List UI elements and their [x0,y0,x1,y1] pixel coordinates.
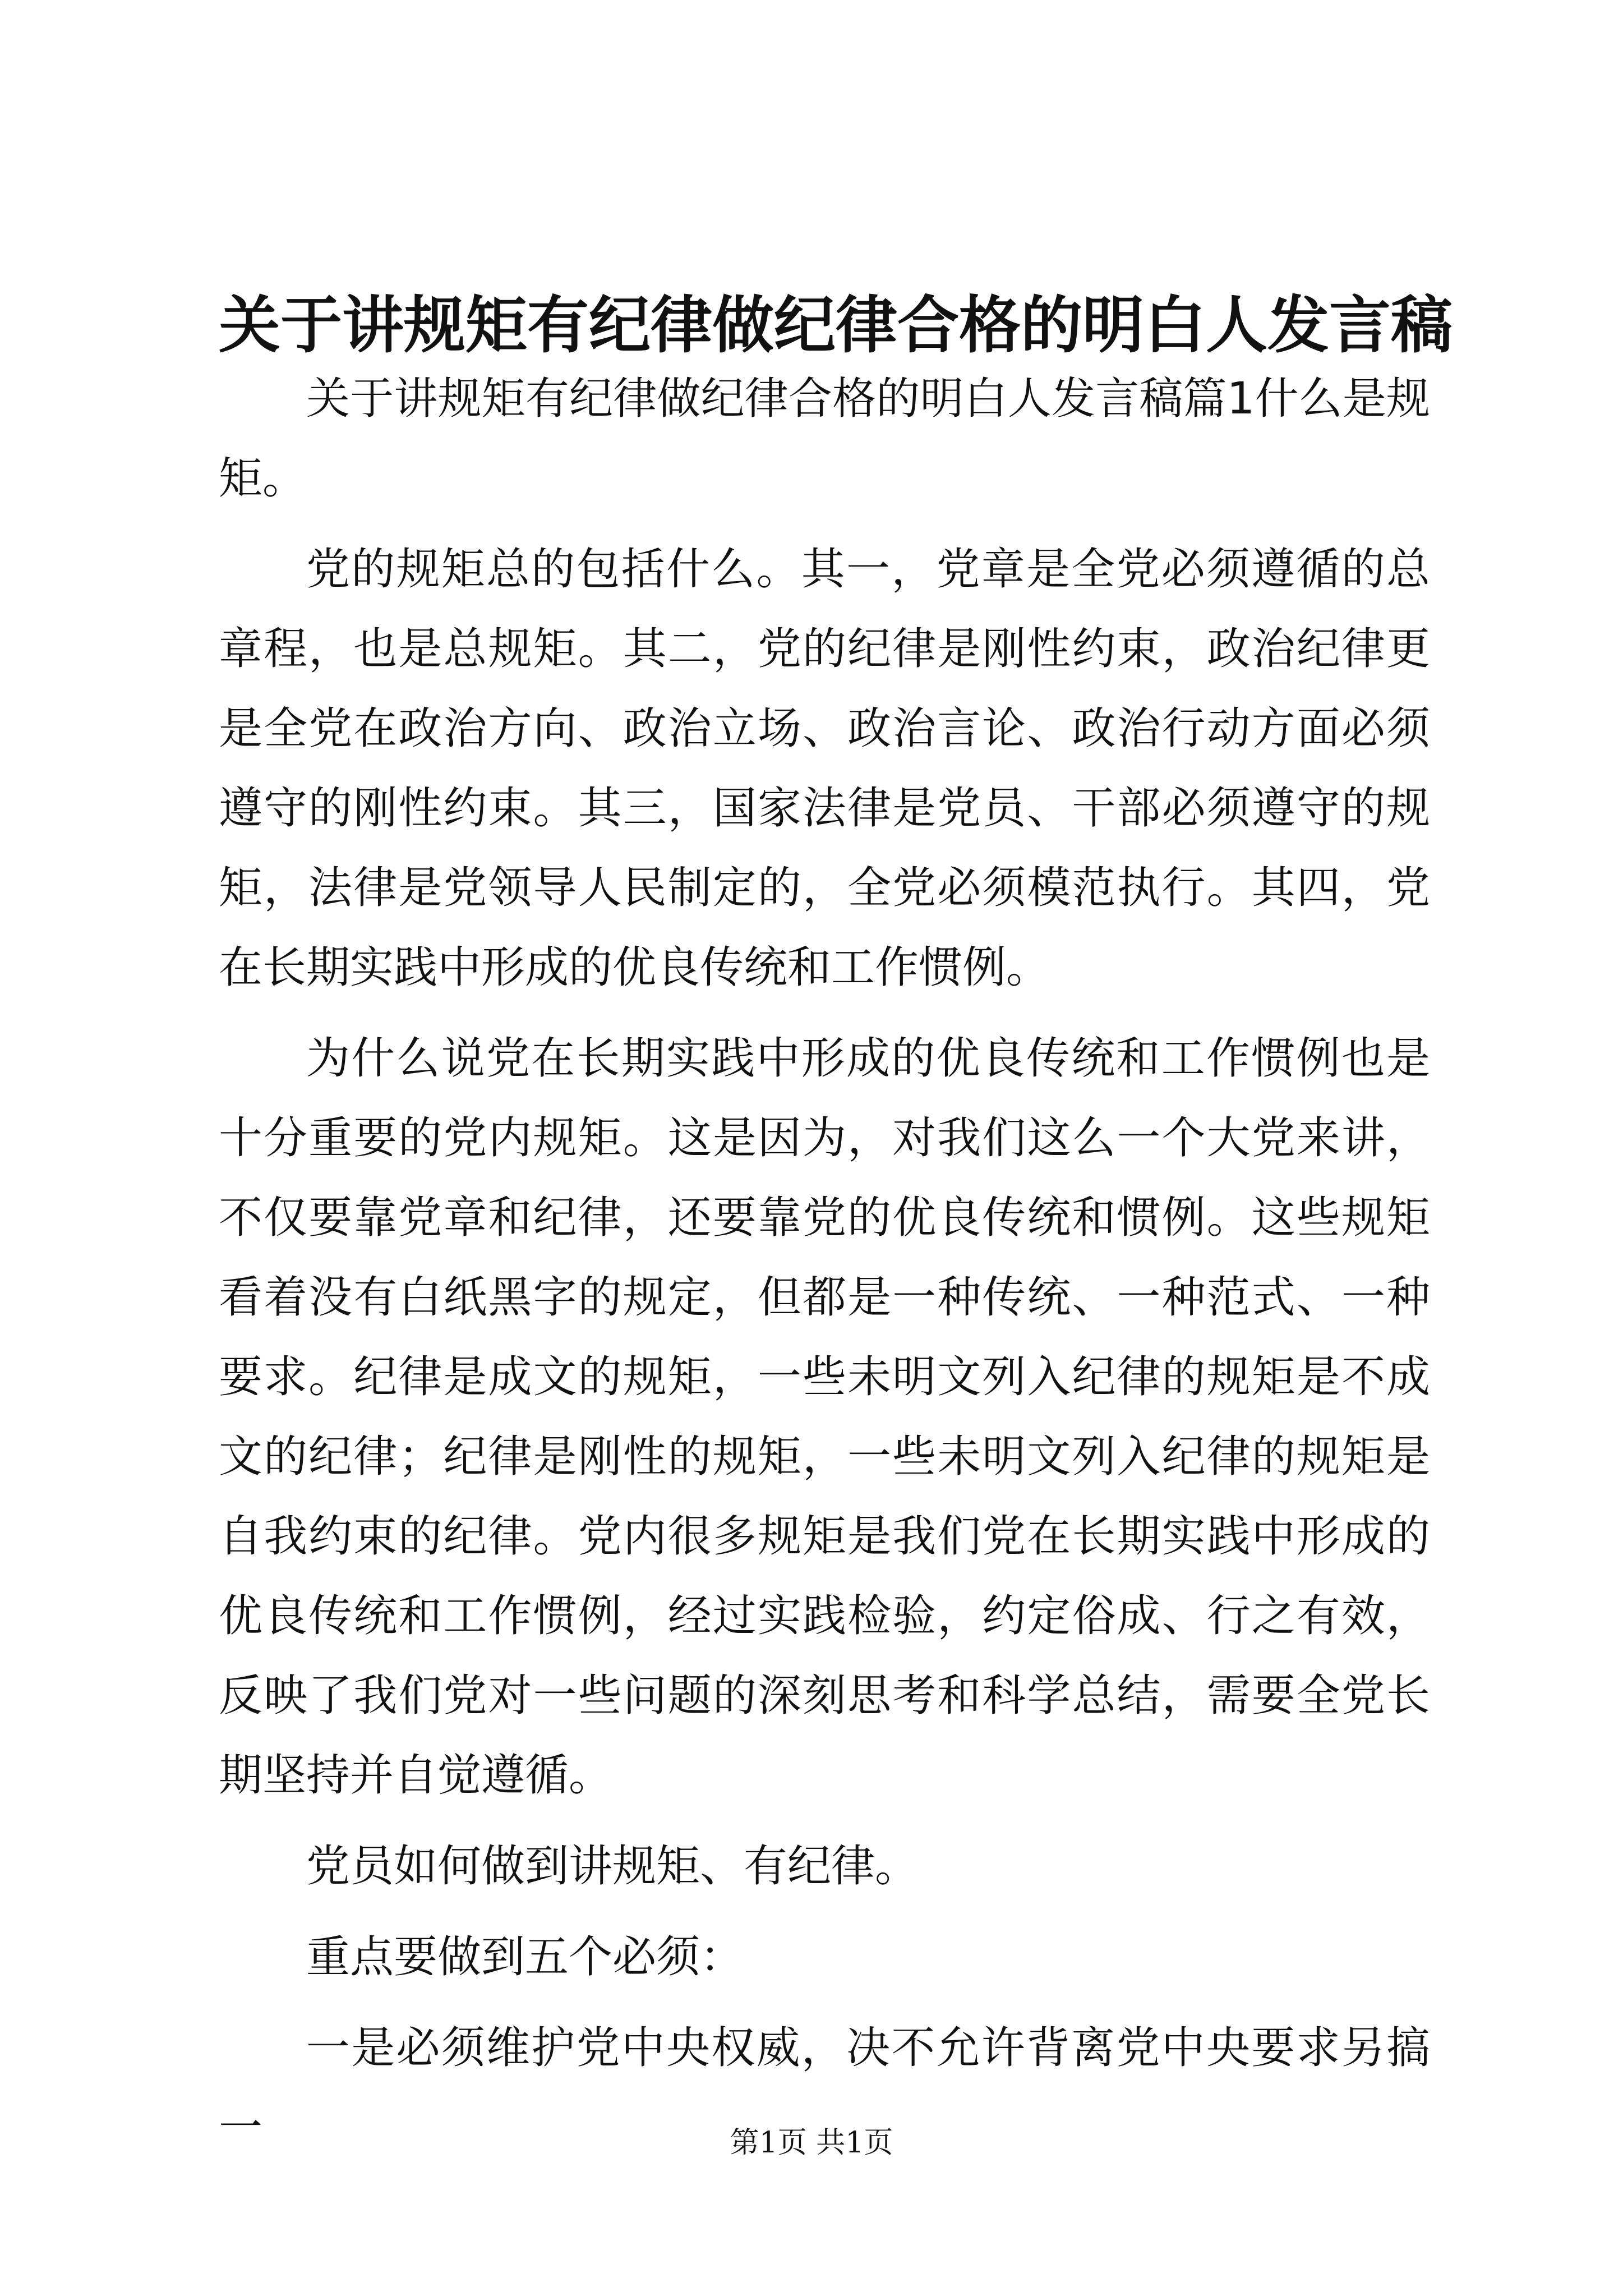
document-body [219,359,1430,2179]
page-footer: 第1页 共1页 [730,2126,893,2160]
paragraph-3: 为什么说党在长期实践中形成的优良传统和工作惯例也是十分重要的党内规矩。这是因为，对我们这么一个大党来讲，不仅要靠党章和纪律，还要靠党的优良传统和惯例。这些规矩看着没有白纸黑字的规定，但都是一种传统、一种范式、一种要求。纪律是成文的规矩，一些未明文列入纪律的规矩是不成文的纪律；纪律是刚性的规矩，一些未明文列入纪律的规矩是自我约束的纪律。党内很多规矩是我们党在长期实践中形成的优良传统和工作惯例，经过实践检验，约定俗成、行之有效，反映了我们党对一些问题的深刻思考和科学总结，需要全党长期坚持并自觉遵循。 [219,1033,1430,1801]
paragraph-2: 党的规矩总的包括什么。其一，党章是全党必须遵循的总章程，也是总规矩。其二，党的纪律是刚性约束，政治纪律更是全党在政治方向、政治立场、政治言论、政治行动方面必须遵守的刚性约束。其三，国家法律是党员、干部必须遵守的规矩，法律是党领导人民制定的，全党必须模范执行。其四，党在长期实践中形成的优良传统和工作惯例。 [219,544,1430,993]
paragraph-4: 党员如何做到讲规矩、有纪律。 [306,1841,919,1892]
paragraph-1: 关于讲规矩有纪律做纪律合格的明白人发言稿篇1什么是规矩。 [219,374,1430,504]
document-title: 关于讲规矩有纪律做纪律合格的明白人发言稿 [219,289,1453,361]
paragraph-5: 重点要做到五个必须： [306,1932,744,1982]
paragraph-6: 一是必须维护党中央权威，决不允许背离党中央要求另搞一 [219,2023,1430,2153]
